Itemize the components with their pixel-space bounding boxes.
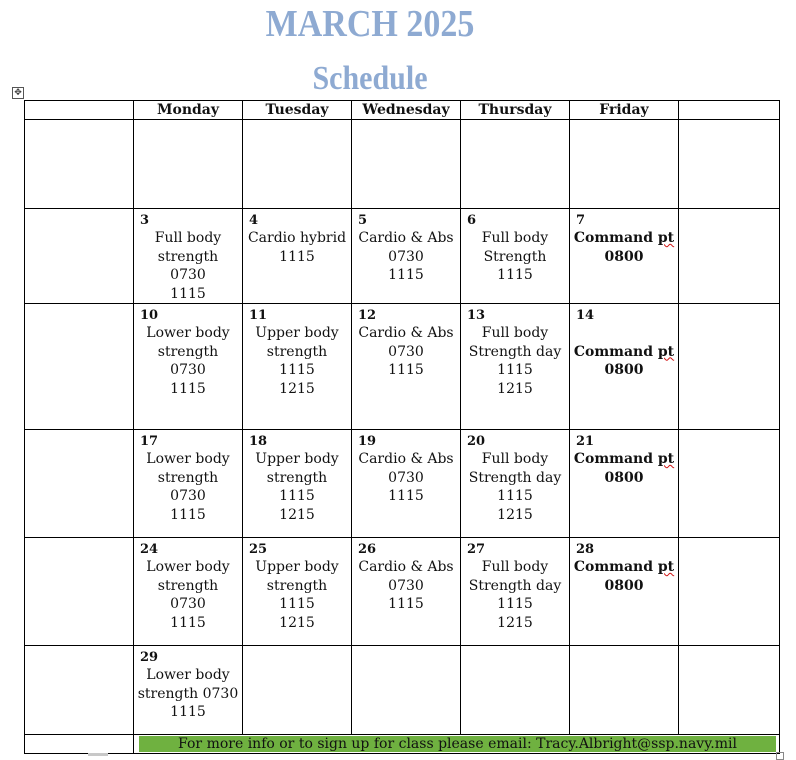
class-entry: strength — [157, 248, 219, 265]
class-entry: 0730 — [388, 248, 424, 265]
class-entry: Upper body — [255, 559, 339, 575]
week-row — [25, 304, 780, 430]
day-cell[interactable] — [461, 430, 570, 538]
table-resize-handle[interactable] — [776, 752, 784, 760]
day-cell[interactable] — [25, 120, 134, 209]
day-cell[interactable] — [570, 304, 679, 430]
day-number: 24 — [140, 542, 159, 557]
class-entry: Lower body — [146, 559, 230, 575]
class-entry: strength — [266, 343, 328, 360]
day-cell[interactable] — [679, 430, 780, 538]
weekday-header: Monday — [134, 101, 243, 120]
day-cell[interactable] — [134, 304, 243, 430]
day-number: 29 — [140, 650, 159, 665]
day-number: 25 — [249, 542, 268, 557]
day-cell[interactable] — [570, 538, 679, 646]
class-entry: strength — [157, 343, 219, 360]
weekday-header: Friday — [570, 101, 679, 120]
day-cell[interactable] — [461, 120, 570, 209]
class-entry: 0800 — [604, 577, 644, 594]
weekday-header: Wednesday — [352, 101, 461, 120]
footer-spacer-cell — [25, 735, 134, 754]
class-entry: 1115 — [170, 506, 206, 523]
day-cell[interactable] — [461, 209, 570, 304]
class-entry: 0730 — [170, 267, 206, 283]
class-entry: 1115 — [170, 704, 206, 720]
day-cell[interactable] — [352, 538, 461, 646]
week-row — [25, 646, 780, 735]
day-number: 20 — [467, 434, 486, 449]
week-row — [25, 209, 780, 304]
class-entry: strength — [157, 577, 219, 594]
class-entry: Strength day — [468, 343, 562, 360]
page-title: MARCH 2025 — [265, 3, 475, 46]
class-entry: Command pt — [573, 343, 675, 360]
class-entry: 1215 — [279, 380, 315, 397]
class-entry: 0800 — [604, 362, 644, 378]
class-entry: 1115 — [388, 488, 424, 504]
contact-banner: For more info or to sign up for class please email: Tracy.Albright@ssp.navy.mil — [139, 736, 776, 752]
day-number: 7 — [576, 213, 586, 228]
day-cell[interactable] — [352, 120, 461, 209]
class-entry: Lower body — [146, 325, 230, 341]
day-cell[interactable] — [570, 209, 679, 304]
class-entry: Strength day — [468, 469, 562, 486]
day-cell[interactable] — [352, 209, 461, 304]
class-entry: 1215 — [497, 506, 533, 523]
class-entry: Cardio & Abs — [358, 325, 454, 341]
day-cell[interactable] — [570, 646, 679, 735]
class-entry: Cardio & Abs — [358, 559, 454, 575]
day-cell[interactable] — [679, 209, 780, 304]
day-number: 14 — [576, 308, 595, 323]
day-number: 18 — [249, 434, 268, 449]
day-cell[interactable] — [679, 120, 780, 209]
day-cell[interactable] — [679, 538, 780, 646]
day-cell[interactable] — [134, 646, 243, 735]
class-entry: 1115 — [170, 380, 206, 397]
class-entry: 1215 — [279, 506, 315, 523]
class-entry: 1115 — [388, 267, 424, 283]
day-cell[interactable] — [25, 646, 134, 735]
day-number: 21 — [576, 434, 595, 449]
class-entry — [570, 324, 678, 343]
day-number: 13 — [467, 308, 486, 323]
class-entry: Command pt — [573, 451, 675, 467]
day-cell[interactable] — [461, 538, 570, 646]
day-cell[interactable] — [134, 120, 243, 209]
class-entry: strength — [157, 469, 219, 486]
day-cell[interactable] — [570, 430, 679, 538]
day-number: 27 — [467, 542, 486, 557]
class-entry: Command pt — [573, 559, 675, 575]
footer-row — [25, 735, 780, 754]
class-entry: Upper body — [255, 451, 339, 467]
class-entry: 0800 — [604, 248, 644, 265]
class-entry: 1115 — [170, 614, 206, 631]
class-entry: 1115 — [497, 488, 533, 504]
class-entry: Upper body — [255, 325, 339, 341]
class-entry: 1115 — [279, 248, 315, 265]
weekday-header — [679, 101, 780, 120]
day-cell[interactable] — [352, 646, 461, 735]
class-entry: strength — [266, 577, 328, 594]
class-entry: Full body — [481, 451, 549, 467]
day-number: 17 — [140, 434, 159, 449]
class-entry: strength — [266, 469, 328, 486]
class-entry: 1115 — [388, 362, 424, 378]
class-entry: Full body — [154, 230, 222, 246]
day-cell[interactable] — [461, 304, 570, 430]
day-cell[interactable] — [25, 209, 134, 304]
day-cell[interactable] — [243, 646, 352, 735]
day-number: 4 — [249, 213, 259, 228]
move-icon[interactable]: ✥ — [12, 87, 24, 99]
week-row — [25, 430, 780, 538]
class-entry: 1115 — [279, 596, 315, 612]
weekday-header: Thursday — [461, 101, 570, 120]
class-entry: 0730 — [170, 488, 206, 504]
day-cell[interactable] — [25, 304, 134, 430]
class-entry: 1115 — [497, 596, 533, 612]
class-entry: Full body — [481, 559, 549, 575]
day-cell[interactable] — [134, 209, 243, 304]
page-subtitle: Schedule — [312, 59, 428, 97]
day-cell[interactable] — [679, 304, 780, 430]
day-cell[interactable] — [243, 430, 352, 538]
day-cell[interactable] — [25, 538, 134, 646]
day-number: 26 — [358, 542, 377, 557]
day-cell[interactable] — [134, 538, 243, 646]
class-entry: 0730 — [388, 469, 424, 486]
class-entry: 0730 — [170, 596, 206, 612]
week-row — [25, 538, 780, 646]
day-cell[interactable] — [243, 538, 352, 646]
class-entry: Cardio & Abs — [358, 451, 454, 467]
day-number: 28 — [576, 542, 595, 557]
class-entry: 1115 — [388, 596, 424, 612]
class-entry: 1115 — [170, 285, 206, 302]
class-entry: strength 0730 — [137, 685, 239, 702]
class-entry: 0730 — [170, 362, 206, 378]
class-entry: 1115 — [279, 362, 315, 378]
class-entry: Strength — [483, 248, 547, 265]
day-number: 3 — [140, 213, 150, 228]
day-number: 6 — [467, 213, 477, 228]
spellcheck-underline: pt — [657, 230, 675, 246]
schedule-table — [24, 100, 780, 754]
class-entry: 0730 — [388, 577, 424, 594]
day-cell[interactable] — [243, 209, 352, 304]
class-entry: Strength day — [468, 577, 562, 594]
class-entry: Full body — [481, 325, 549, 341]
class-entry: 1115 — [497, 267, 533, 283]
class-entry: Cardio hybrid — [247, 230, 347, 246]
spellcheck-underline: pt — [657, 451, 675, 467]
day-number: 5 — [358, 213, 368, 228]
class-entry: 1115 — [279, 488, 315, 504]
class-entry: 1215 — [279, 614, 315, 631]
footer-cell — [134, 735, 780, 754]
day-number: 19 — [358, 434, 377, 449]
spellcheck-underline: pt — [657, 559, 675, 575]
day-cell[interactable] — [352, 430, 461, 538]
class-entry: Lower body — [146, 451, 230, 467]
day-cell[interactable] — [461, 646, 570, 735]
day-cell[interactable] — [25, 430, 134, 538]
class-entry: 0730 — [388, 343, 424, 360]
day-cell[interactable] — [134, 430, 243, 538]
class-entry: Cardio & Abs — [358, 230, 454, 246]
weekday-header-row — [25, 101, 780, 120]
weekday-header — [25, 101, 134, 120]
class-entry: Full body — [481, 230, 549, 246]
page-edge-mark — [88, 753, 108, 756]
week-row — [25, 120, 780, 209]
weekday-header: Tuesday — [243, 101, 352, 120]
spellcheck-underline: pt — [657, 343, 675, 360]
day-cell[interactable] — [243, 120, 352, 209]
class-entry: 1215 — [497, 380, 533, 397]
class-entry: Command pt — [573, 230, 675, 246]
class-entry: 0800 — [604, 469, 644, 486]
day-cell[interactable] — [570, 120, 679, 209]
class-entry: 1215 — [497, 614, 533, 631]
day-cell[interactable] — [243, 304, 352, 430]
class-entry: Lower body — [146, 667, 230, 683]
day-number: 12 — [358, 308, 377, 323]
day-number: 11 — [249, 308, 268, 323]
day-cell[interactable] — [352, 304, 461, 430]
day-number: 10 — [140, 308, 159, 323]
class-entry: 1115 — [497, 362, 533, 378]
day-cell[interactable] — [679, 646, 780, 735]
